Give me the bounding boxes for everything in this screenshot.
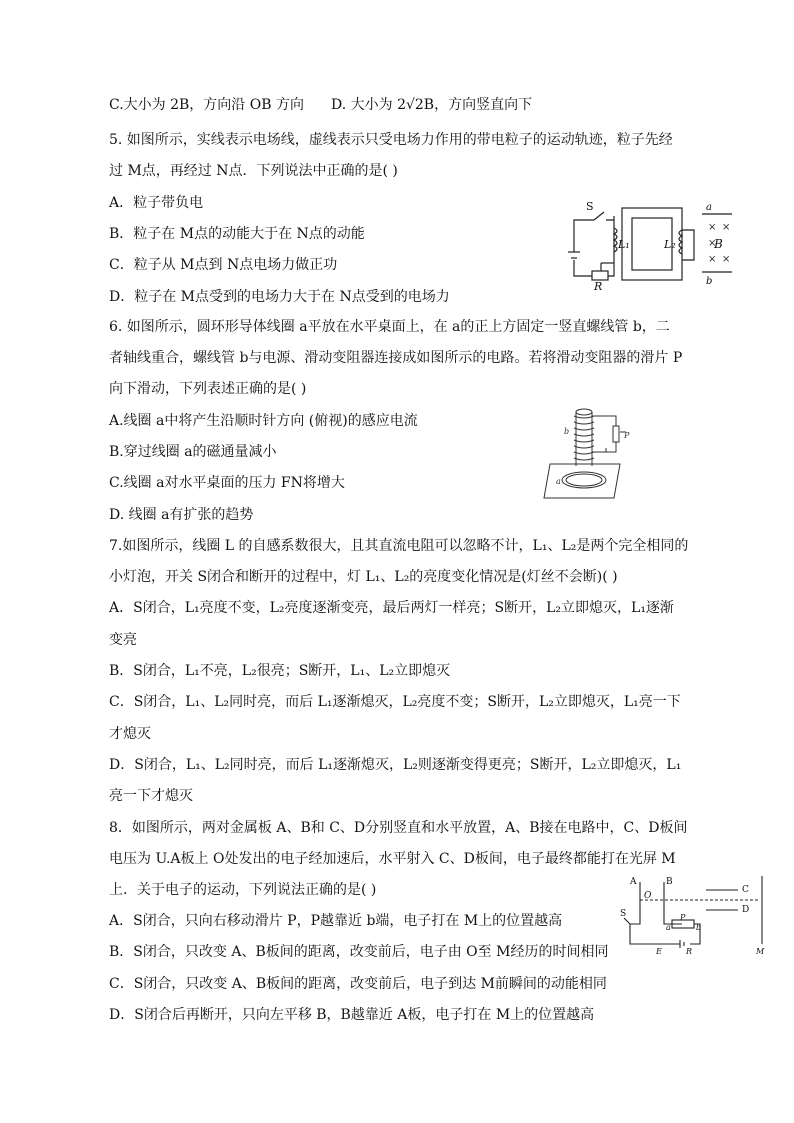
svg-text:×: × (708, 222, 717, 233)
fig5-label-a: a (706, 202, 712, 213)
fig6-label-b: b (564, 427, 570, 436)
fig8-label-a: a (666, 923, 671, 932)
fig8-label-A: A (630, 877, 637, 887)
q7-option-c-line1: C．S闭合，L₁、L₂同时亮，而后 L₁逐渐熄灭，L₂亮度不变；S断开，L₂立即熄灭，L₁亮一下 (109, 694, 681, 710)
fig5-label-field: B (714, 237, 723, 251)
fig6-label-p: P (624, 431, 630, 440)
q7-option-a-line2: 变亮 (109, 632, 137, 648)
q5-option-b: B．粒子在 M点的动能大于在 N点的动能 (109, 226, 365, 242)
q7-option-d-line2: 亮一下才熄灭 (109, 788, 193, 804)
q6-option-a: A.线圈 a中将产生沿顺时针方向 (俯视)的感应电流 (109, 413, 418, 429)
fig8-label-O: O (644, 891, 652, 901)
q6-stem-line3: 向下滑动，下列表述正确的是( ) (109, 381, 307, 397)
q8-stem-line1: 8．如图所示，两对金属板 A、B和 C、D分别竖直和水平放置，A、B接在电路中，C、D板间 (109, 820, 688, 836)
q7-option-b: B．S闭合，L₁不亮，L₂很亮；S断开，L₁、L₂立即熄灭 (109, 663, 451, 679)
q5-circuit-figure (556, 198, 736, 290)
fig6-label-a: a (556, 477, 561, 486)
svg-text:×: × (708, 238, 717, 249)
fig5-label-l1: L₁ (618, 238, 630, 251)
q8-stem-line2: 电压为 U.A板上 O处发出的电子经加速后，水平射入 C、D板间，电子最终都能打在光屏 M (109, 851, 676, 867)
q6-option-b: B.穿过线圈 a的磁通量减小 (109, 444, 277, 460)
fig5-label-b: b (706, 276, 713, 287)
q7-option-c-line2: 才熄灭 (109, 726, 151, 742)
fig5-label-s: S (586, 200, 594, 213)
svg-text:×: × (722, 254, 731, 265)
q5-option-c: C．粒子从 M点到 N点电场力做正功 (109, 257, 338, 273)
q8-electron-figure (620, 872, 770, 956)
svg-text:×: × (722, 222, 731, 233)
fig8-label-B: B (666, 877, 673, 887)
q8-option-a: A．S闭合，只向右移动滑片 P，P越靠近 b端，电子打在 M上的位置越高 (109, 913, 563, 929)
q5-option-a: A．粒子带负电 (109, 195, 204, 211)
q6-stem-line1: 6. 如图所示，圆环形导体线圈 a平放在水平桌面上，在 a的正上方固定一竖直螺线管 b，二 (109, 319, 670, 335)
q6-option-d: D. 线圈 a有扩张的趋势 (109, 507, 254, 523)
q6-solenoid-figure (540, 404, 640, 500)
q7-option-a-line1: A．S闭合，L₁亮度不变，L₂亮度逐渐变亮，最后两灯一样亮；S断开，L₂立即熄灭，L₁逐渐 (109, 600, 674, 616)
fig8-label-S: S (620, 909, 627, 919)
q8-option-b: B．S闭合，只改变 A、B板间的距离，改变前后，电子由 O至 M经历的时间相同 (109, 944, 609, 960)
q8-option-d: D．S闭合后再断开，只向左平移 B，B越靠近 A板，电子打在 M上的位置越高 (109, 1007, 595, 1023)
q5-option-d: D．粒子在 M点受到的电场力大于在 N点受到的电场力 (109, 289, 450, 305)
q7-stem-line2: 小灯泡，开关 S闭合和断开的过程中，灯 L₁、L₂的亮度变化情况是(灯丝不会断)( ) (109, 569, 618, 585)
q7-stem-line1: 7.如图所示，线圈 L 的自感系数很大，且其直流电阻可以忽略不计，L₁、L₂是两个完全相同的 (109, 538, 689, 554)
q7-option-d-line1: D．S闭合，L₁、L₂同时亮，而后 L₁逐渐熄灭，L₂则逐渐变得更亮；S断开，L₂立即熄灭，L₁ (109, 757, 682, 773)
svg-text:×: × (708, 254, 717, 265)
q5-stem-line2: 过 M点，再经过 N点．下列说法中正确的是( ) (109, 163, 398, 179)
fig8-label-P: P (680, 913, 686, 922)
fig5-label-r: R (594, 280, 603, 290)
fig8-label-D: D (742, 905, 750, 915)
q4-option-c: C.大小为 2B，方向沿 OB 方向 (109, 97, 304, 113)
fig5-label-l2: L₂ (664, 238, 676, 251)
q5-stem-line1: 5. 如图所示，实线表示电场线，虚线表示只受电场力作用的带电粒子的运动轨迹，粒子先经 (109, 132, 673, 148)
fig8-label-C: C (742, 885, 749, 895)
q6-stem-line2: 者轴线重合，螺线管 b与电源、滑动变阻器连接成如图所示的电路。若将滑动变阻器的滑片 P (109, 350, 683, 366)
fig8-label-M: M (756, 947, 765, 956)
q8-stem-line3: 上．关于电子的运动，下列说法正确的是( ) (109, 882, 377, 898)
fig8-label-E: E (656, 947, 662, 956)
q4-option-d: D. 大小为 2√2B，方向竖直向下 (331, 97, 533, 113)
fig8-label-b: b (696, 923, 702, 932)
q8-option-c: C．S闭合，只改变 A、B板间的距离，改变前后，电子到达 M前瞬间的动能相同 (109, 976, 607, 992)
fig8-label-R: R (686, 947, 693, 956)
q6-option-c: C.线圈 a对水平桌面的压力 FN将增大 (109, 475, 345, 491)
